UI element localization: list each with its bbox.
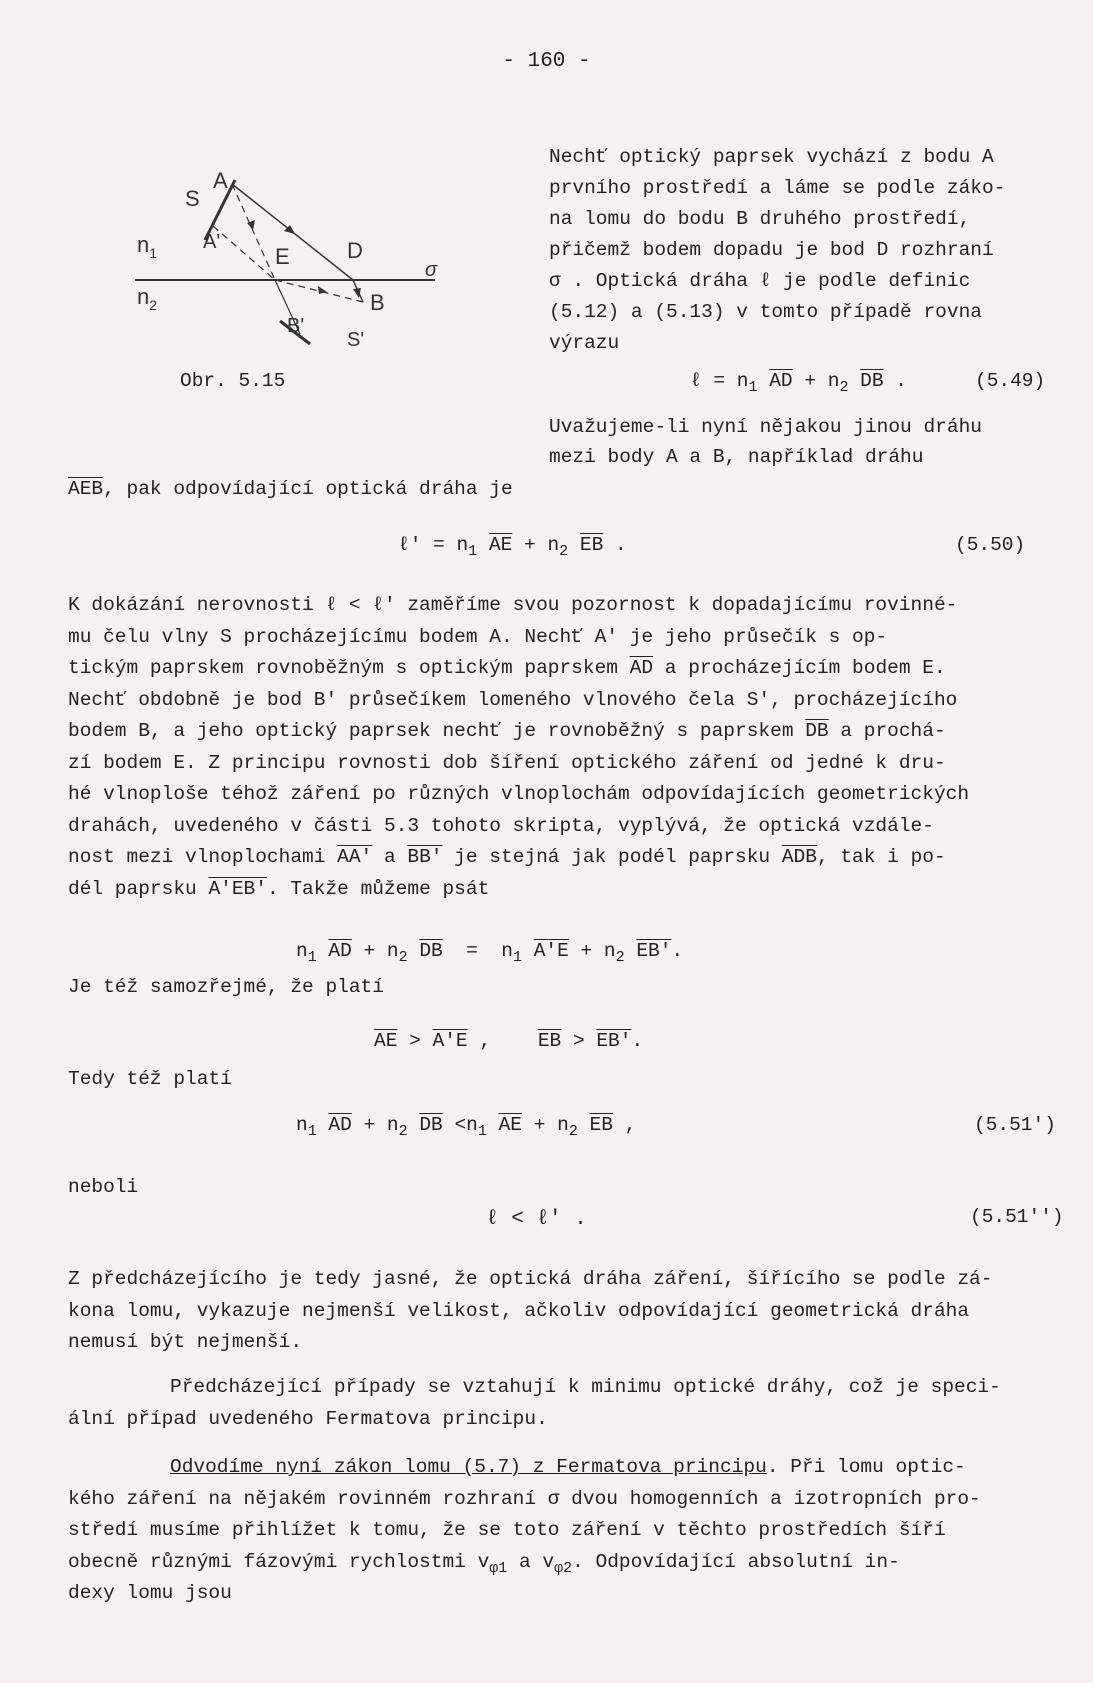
label-a: A xyxy=(213,168,228,193)
label-n2: $n_2$ xyxy=(137,284,158,313)
text-also-holds: Je též samozřejmé, že platí xyxy=(68,976,384,998)
equation-number-5-51b: (5.51'') xyxy=(970,1206,1064,1228)
para2-line3: $\overline{AEB}$, pak odpovídající optická dráha je xyxy=(68,478,513,500)
para2-line1: Uvažujeme-li nyní nějakou jinou dráhu xyxy=(549,416,982,438)
label-s: S xyxy=(185,186,200,211)
para6: Odvodíme nyní zákon lomu (5.7) z Fermatova principu. Při lomu optic- kého záření na nějakém rovinném rozhraní σ dvou homogenních a izotropních pro- středí musíme přihlížet k tomu, že se toto záření v těchto prostředích šíří obecně různými fázovými rychlostmi $v_{\varphi 1}$ a $v_{\varphi 2}$. Odpovídající absolutní in- dexy lomu jsou xyxy=(68,1456,981,1604)
equation-equality: $n_1$ $\overline{AD} + n_2$ $\overline{DB} = n_1$ $A'E + n_2$ EB'. xyxy=(296,940,684,966)
para3: K dokázání nerovnosti ℓ < ℓ' zaměříme svou pozornost k dopadajícímu rovinné- mu čelu vlny S procházejícímu bodem A. Nechť A' je jeho průsečík s op- tickým paprskem rovnoběžným s optickým paprskem $\overline{AD}$ a procházejícím bodem E. Nechť obdobně je bod B' průsečíkem lomeného vlnového čela S', procházejícího bodem B, a jeho optický paprsek nechť je rovnoběžný s paprskem $\overline{DB}$ a prochá- zí bodem E. Z principu rovnosti dob šíření optického záření od jedné k dru- hé vlnoploše téhož záření po různých vlnoplochám odpovídajících geometrických drahách, uvedeného v části 5.3 tohoto skripta, vyplývá, že optická vzdále- nost mezi vlnoplochami AA' a BB' je stejná jak podél paprsku $\overline{ADB}$, tak i po- dél paprsku A'EB'. Takže můžeme psát xyxy=(68,594,970,900)
para5: Předcházející případy se vztahují k minimu optické dráhy, což je speci- ální případ uvedeného Fermatova principu. xyxy=(68,1376,1001,1430)
label-n1: $n_1$ xyxy=(137,232,158,261)
intro-line: přičemž bodem dopadu je bod D rozhraní xyxy=(549,239,994,261)
equation-number-5-49: (5.49) xyxy=(975,370,1046,392)
page-number: - 160 - xyxy=(502,50,591,73)
intro-line: výrazu xyxy=(549,332,620,354)
para4: Z předcházejícího je tedy jasné, že optická dráha záření, šířícího se podle zá- kona lomu, vykazuje nejmenší velikost, ačkoliv odpovídající geometrická dráha nemusí být nejmenší. xyxy=(68,1268,993,1353)
intro-line: (5.12) a (5.13) v tomto případě rovna xyxy=(549,301,982,323)
label-b: B xyxy=(370,290,385,315)
label-sigma: σ xyxy=(425,259,438,281)
label-s-prime: S' xyxy=(347,329,365,351)
intro-line: Nechť optický paprsek vychází z bodu A xyxy=(549,146,994,168)
equation-inequalities: $\overline{AE} > A'E$ , $\overline{EB} > EB'$. xyxy=(374,1030,644,1052)
text-thus-holds: Tedy též platí xyxy=(68,1068,232,1090)
equation-5-49: ℓ = $n_1$ $\overline{AD} + n_2$ $\overline{DB}$ . xyxy=(690,370,907,396)
text-or: neboli xyxy=(68,1176,139,1198)
equation-number-5-51: (5.51') xyxy=(974,1114,1056,1136)
para2-line2: mezi body A a B, například dráhu xyxy=(549,446,924,468)
figure-caption: Obr. 5.15 xyxy=(180,370,286,392)
ray-a-prime-e xyxy=(213,226,275,280)
equation-5-51: $n_1$ $\overline{AD} + n_2$ $\overline{DB} <n_1$ $\overline{AE} + n_2$ $\overline{EB}$ , xyxy=(296,1114,637,1140)
ray-ae xyxy=(232,184,275,280)
intro-line: prvního prostředí a láme se podle záko- xyxy=(549,177,1006,199)
equation-number-5-50: (5.50) xyxy=(955,534,1026,556)
refraction-figure xyxy=(135,168,480,398)
label-b-prime: B' xyxy=(287,315,305,337)
intro-line: σ . Optická dráha ℓ je podle definic xyxy=(549,270,971,292)
equation-5-51b: ℓ < ℓ' . xyxy=(486,1208,587,1231)
intro-line: na lomu do bodu B druhého prostředí, xyxy=(549,208,971,230)
intro-paragraph xyxy=(549,142,1005,359)
equation-5-50: ℓ' = $n_1$ $\overline{AE} + n_2$ $\overline{EB}$ . xyxy=(398,534,627,560)
label-a-prime: A' xyxy=(203,231,221,253)
label-d: D xyxy=(347,238,363,263)
label-e: E xyxy=(275,244,290,269)
